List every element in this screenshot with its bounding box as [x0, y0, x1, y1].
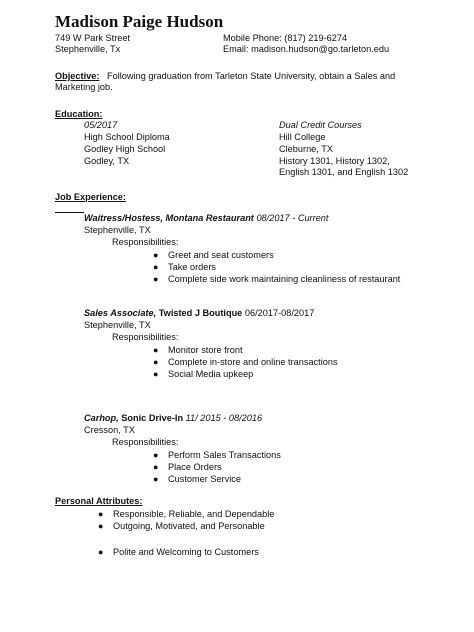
education-location: Godley, TX [84, 156, 130, 166]
job-dates: 08/2017 - Current [256, 213, 329, 223]
bullet-icon: ● [153, 450, 159, 460]
list-item: Complete side work maintaining cleanliness of restaurant [168, 274, 401, 284]
divider [55, 212, 84, 213]
dual-credit-school: Hill College [279, 132, 326, 142]
job-company: Montana Restaurant [165, 213, 254, 223]
list-item: Outgoing, Motivated, and Personable [113, 521, 265, 531]
list-item: Responsible, Reliable, and Dependable [113, 509, 275, 519]
job-dates: 06/2017-08/2017 [244, 308, 315, 318]
bullet-icon: ● [153, 357, 159, 367]
job-title-line [84, 413, 262, 424]
list-item: Place Orders [168, 462, 222, 472]
dual-credit-title: Dual Credit Courses [279, 120, 362, 130]
job-role: Carhop, [84, 413, 119, 423]
dual-credit-courses-line-1: History 1301, History 1302, [279, 156, 390, 166]
responsibilities-label: Responsibilities: [112, 437, 179, 447]
list-item: Greet and seat customers [168, 250, 274, 260]
job-dates: 11/ 2015 - 08/2016 [185, 413, 263, 423]
bullet-icon: ● [153, 462, 159, 472]
bullet-icon: ● [153, 274, 159, 284]
job-title-line [84, 213, 328, 224]
bullet-icon: ● [153, 250, 159, 260]
email: Email: madison.hudson@go.tarleton.edu [223, 44, 390, 54]
list-item: Customer Service [168, 474, 242, 484]
list-item: Take orders [168, 262, 216, 272]
education-heading: Education: [55, 109, 103, 119]
bullet-icon: ● [98, 547, 104, 557]
bullet-icon: ● [153, 345, 159, 355]
responsibilities-label: Responsibilities: [112, 237, 179, 247]
objective-text-line-1: Following graduation from Tarleton State University, obtain a Sales and [107, 71, 396, 81]
education-school: Godley High School [84, 144, 166, 154]
list-item: Monitor store front [168, 345, 243, 355]
job-company: Twisted J Boutique [158, 308, 243, 318]
job-location: Cresson, TX [84, 425, 135, 435]
job-role: Waitress/Hostess, [84, 213, 163, 223]
dual-credit-courses-line-2: English 1301, and English 1302 [279, 167, 409, 177]
job-role: Sales Associate, [84, 308, 157, 318]
bullet-icon: ● [153, 369, 159, 379]
responsibilities-label: Responsibilities: [112, 332, 179, 342]
experience-heading: Job Experience: [55, 192, 126, 202]
dual-credit-location: Cleburne, TX [279, 144, 333, 154]
bullet-icon: ● [98, 521, 104, 531]
objective-text-line-2: Marketing job. [55, 82, 113, 92]
list-item: Polite and Welcoming to Customers [113, 547, 259, 557]
phone: Mobile Phone: (817) 219-6274 [223, 33, 348, 43]
education-degree: High School Diploma [84, 132, 170, 142]
bullet-icon: ● [98, 509, 104, 519]
bullet-icon: ● [153, 262, 159, 272]
education-date: 05/2017 [84, 120, 118, 130]
job-location: Stephenville, TX [84, 320, 151, 330]
attributes-heading: Personal Attributes: [55, 496, 143, 506]
bullet-icon: ● [153, 474, 159, 484]
job-company: Sonic Drive-In [121, 413, 184, 423]
job-title-line [84, 308, 314, 319]
resume-name: Madison Paige Hudson [55, 12, 224, 31]
list-item: Social Media upkeep [168, 369, 254, 379]
objective-heading: Objective: [55, 71, 100, 81]
list-item: Complete in-store and online transactions [168, 357, 338, 367]
job-location: Stephenville, TX [84, 225, 151, 235]
list-item: Perform Sales Transactions [168, 450, 281, 460]
address-line-2: Stephenville, Tx [55, 44, 121, 54]
address-line-1: 749 W Park Street [55, 33, 131, 43]
